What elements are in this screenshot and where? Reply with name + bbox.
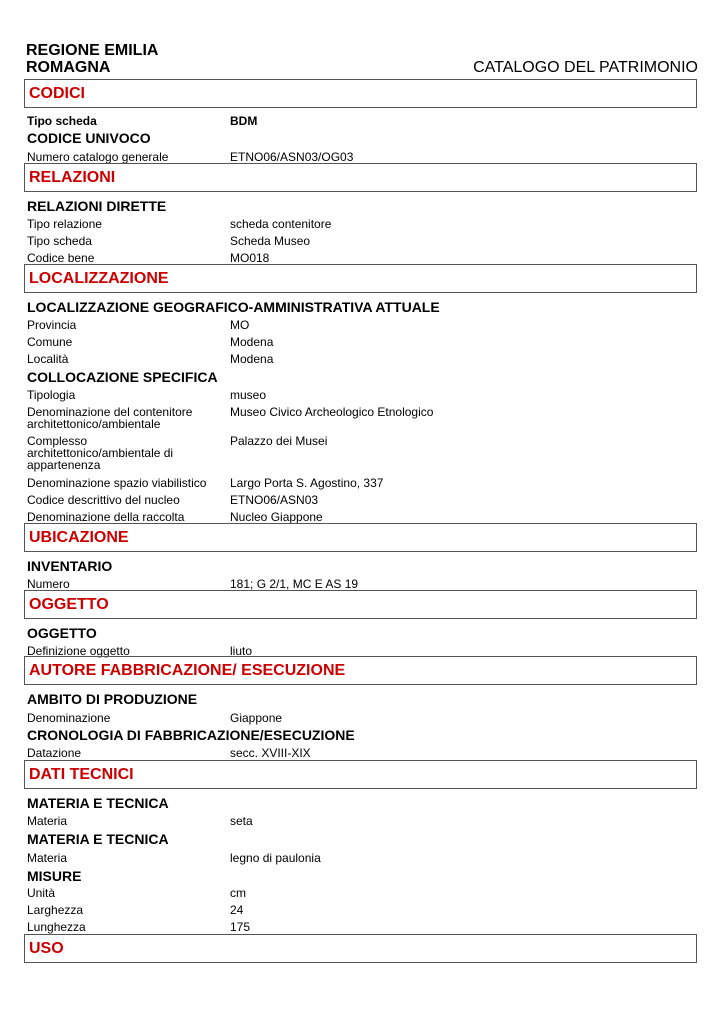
field-value: secc. XVIII-XIX <box>230 746 311 760</box>
field-label: Comune <box>27 335 73 349</box>
subsection-title: CODICE UNIVOCO <box>27 130 151 146</box>
section-title: RELAZIONI <box>29 169 116 186</box>
subsection-title: MISURE <box>27 868 82 884</box>
region-title <box>26 42 158 76</box>
field-label: Tipo scheda <box>27 114 97 128</box>
subsection-title: MATERIA E TECNICA <box>27 831 169 847</box>
subsection-title: CRONOLOGIA DI FABBRICAZIONE/ESECUZIONE <box>27 727 355 743</box>
field-label: Tipo relazione <box>27 217 102 231</box>
section-title: OGGETTO <box>29 596 109 613</box>
field-value: Largo Porta S. Agostino, 337 <box>230 476 384 490</box>
field-value: 181; G 2/1, MC E AS 19 <box>230 577 359 591</box>
subsection-title: COLLOCAZIONE SPECIFICA <box>27 369 218 385</box>
section-title: LOCALIZZAZIONE <box>29 270 169 287</box>
field-value: 175 <box>230 920 251 934</box>
field-label: Unità <box>27 886 56 900</box>
field-label: Numero catalogo generale <box>27 150 169 164</box>
field-label: Larghezza <box>27 903 84 917</box>
field-value: liuto <box>230 644 253 658</box>
field-value: MO <box>230 318 250 332</box>
field-label: Numero <box>27 577 70 591</box>
field-value: Nucleo Giappone <box>230 510 323 524</box>
subsection-title: OGGETTO <box>27 625 97 641</box>
section-title: CODICI <box>29 85 85 102</box>
subsection-title: AMBITO DI PRODUZIONE <box>27 691 198 707</box>
field-value: cm <box>230 886 246 900</box>
section-title: AUTORE FABBRICAZIONE/ ESECUZIONE <box>29 662 346 679</box>
region-title-line1: REGIONE EMILIA <box>26 42 159 59</box>
section-relazioni <box>24 163 697 192</box>
field-value: Museo Civico Archeologico Etnologico <box>230 405 434 419</box>
field-value: legno di paulonia <box>230 851 321 865</box>
field-value: Modena <box>230 352 274 366</box>
section-dati-tecnici <box>24 760 697 789</box>
field-value: ETNO06/ASN03 <box>230 493 319 507</box>
subsection-title: LOCALIZZAZIONE GEOGRAFICO-AMMINISTRATIVA ATTUALE <box>27 299 440 315</box>
section-localizzazione <box>24 264 697 293</box>
field-value: Modena <box>230 335 274 349</box>
field-value: scheda contenitore <box>230 217 332 231</box>
field-label: Denominazione <box>27 711 111 725</box>
field-value: 24 <box>230 903 244 917</box>
field-label: Materia <box>27 814 68 828</box>
field-value: ETNO06/ASN03/OG03 <box>230 150 354 164</box>
field-value: seta <box>230 814 253 828</box>
field-label: Codice descrittivo del nucleo <box>27 493 180 507</box>
catalog-title: CATALOGO DEL PATRIMONIO <box>473 59 698 76</box>
section-ubicazione <box>24 523 697 552</box>
field-label: Definizione oggetto <box>27 644 130 658</box>
field-value: MO018 <box>230 251 270 265</box>
field-label: Materia <box>27 851 68 865</box>
field-label: Complesso architettonico/ambientale di appartenenza <box>27 434 174 472</box>
section-title: USO <box>29 940 64 957</box>
region-title-line2: ROMAGNA <box>26 59 111 76</box>
subsection-title: MATERIA E TECNICA <box>27 795 169 811</box>
field-label: Denominazione della raccolta <box>27 510 185 524</box>
section-oggetto <box>24 590 697 619</box>
field-label: Tipo scheda <box>27 234 92 248</box>
field-label: Tipologia <box>27 388 76 402</box>
field-label: Località <box>27 352 69 366</box>
section-title: UBICAZIONE <box>29 529 129 546</box>
subsection-title: RELAZIONI DIRETTE <box>27 198 167 214</box>
field-label: Provincia <box>27 318 77 332</box>
field-value: BDM <box>230 114 258 128</box>
section-autore <box>24 656 697 685</box>
field-label: Lunghezza <box>27 920 86 934</box>
field-label: Datazione <box>27 746 82 760</box>
section-uso <box>24 934 697 963</box>
field-value: Palazzo dei Musei <box>230 434 328 448</box>
field-label: Denominazione spazio viabilistico <box>27 476 207 490</box>
field-label: Denominazione del contenitore architettonico/ambientale <box>27 405 193 431</box>
field-value: Scheda Museo <box>230 234 311 248</box>
field-label: Codice bene <box>27 251 95 265</box>
section-codici <box>24 79 697 108</box>
field-value: Giappone <box>230 711 283 725</box>
section-title: DATI TECNICI <box>29 766 134 783</box>
field-value: museo <box>230 388 267 402</box>
subsection-title: INVENTARIO <box>27 558 113 574</box>
